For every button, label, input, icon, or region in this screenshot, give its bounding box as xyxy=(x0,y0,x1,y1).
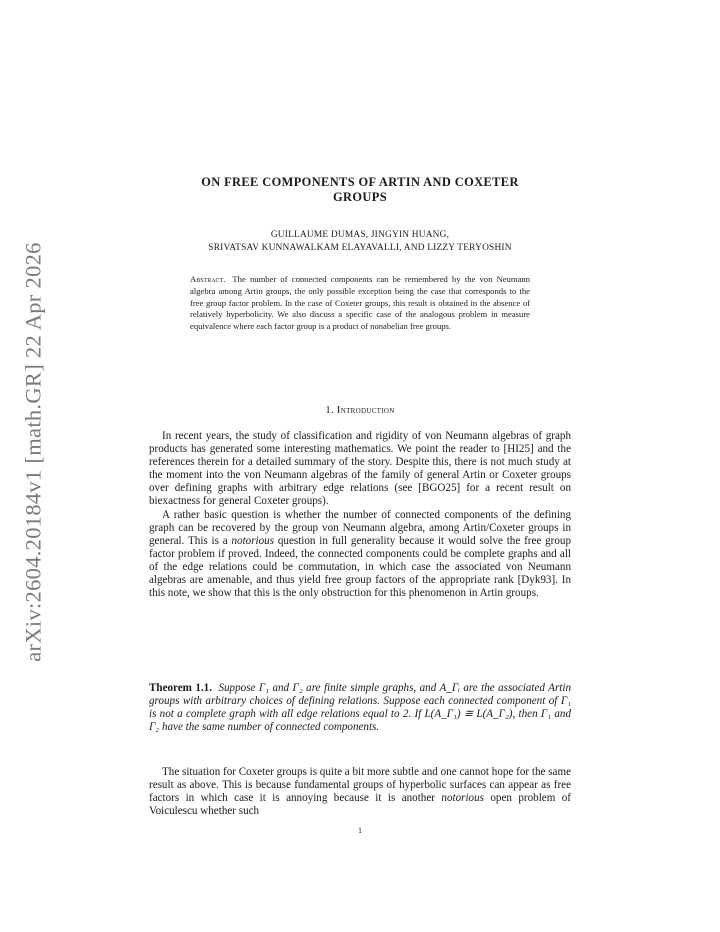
para3-text-b: open problem of Voiculescu whether such xyxy=(149,792,571,818)
section-heading-introduction: 1. Introduction xyxy=(325,405,395,416)
para2-text-a: A rather basic question is whether the number of connected components of the defining graph can be recovered by the group von Neumann algebra, among Artin/Coxeter groups in general. This is a xyxy=(149,508,571,547)
abstract-label: Abstract. xyxy=(190,274,226,284)
abstract-text: The number of connected components can be remembered by the von Neumann algebra among Artin groups, the only possible exception being the case that corresponds to the free group factor problem. In the case of Coxeter groups, this result is obtained in the absence of relatively hyperbolicity. We also discuss a specific case of the analogous problem in measure equivalence where each factor group is a product of nonabelian free groups. xyxy=(190,274,531,332)
authors-line-2: SRIVATSAV KUNNAWALKAM ELAYAVALLI, AND LIZZY TERYOSHIN xyxy=(208,242,512,253)
post-theorem-body xyxy=(149,766,571,818)
title-line-2: GROUPS xyxy=(332,190,388,204)
paper-title xyxy=(150,175,570,205)
title-line-1: ON FREE COMPONENTS OF ARTIN AND COXETER xyxy=(201,175,519,189)
abstract xyxy=(190,274,530,333)
para3-emphasis: notorious xyxy=(441,792,484,805)
intro-paragraph-1: In recent years, the study of classification and rigidity of von Neumann algebras of graph products has generated some interesting mathematics. We point the reader to [HI25] and the references therein for a detailed summary of the story. Despite this, there is not much study at the moment into the von Neumann algebras of the family of general Artin or Coxeter groups over defining graphs with arbitrary edge relations (see [BGO25] for a recent result on biexactness for general Coxeter groups). xyxy=(149,430,571,508)
arxiv-identifier-stamp xyxy=(16,241,52,662)
authors-line-1: GUILLAUME DUMAS, JINGYIN HUANG, xyxy=(270,230,450,240)
arxiv-identifier-text: arXiv:2604.20184v1 [math.GR] 22 Apr 2026 xyxy=(21,241,46,662)
theorem-label: Theorem 1.1. xyxy=(149,682,213,694)
author-list xyxy=(150,229,570,254)
intro-paragraph-2 xyxy=(149,509,571,601)
introduction-body xyxy=(149,430,571,600)
page-number: 1 xyxy=(358,826,362,835)
theorem-paragraph xyxy=(149,682,571,734)
theorem-1-1 xyxy=(149,682,571,734)
intro-paragraph-3 xyxy=(149,766,571,818)
para2-text-b: question in full generality because it would solve the free group factor problem if proved. Indeed, the connected components could be complete graphs and all of the edge relations could be commutation, in which case the associated von Neumann algebras are amenable, and thus yield free group factors of the appropriate rank [Dyk93]. In this note, we show that this is the only obstruction for this phenomenon in Artin groups. xyxy=(149,534,571,600)
theorem-statement: Suppose Γ₁ and Γ₂ are finite simple graphs, and A_Γᵢ are the associated Artin groups with arbitrary choices of defining relations. Suppose each connected component of Γ₁ is not a complete graph with all edge relations equal to 2. If L(A_Γ₁) ≅ L(A_Γ₂), then Γ₁ and Γ₂ have the same number of connected components. xyxy=(149,682,571,734)
para3-text-a: The situation for Coxeter groups is quite a bit more subtle and one cannot hope for the same result as above. This is because fundamental groups of hyperbolic surfaces can appear as free factors in which case it is annoying because it is another xyxy=(149,766,571,805)
para2-emphasis: notorious xyxy=(231,534,275,547)
